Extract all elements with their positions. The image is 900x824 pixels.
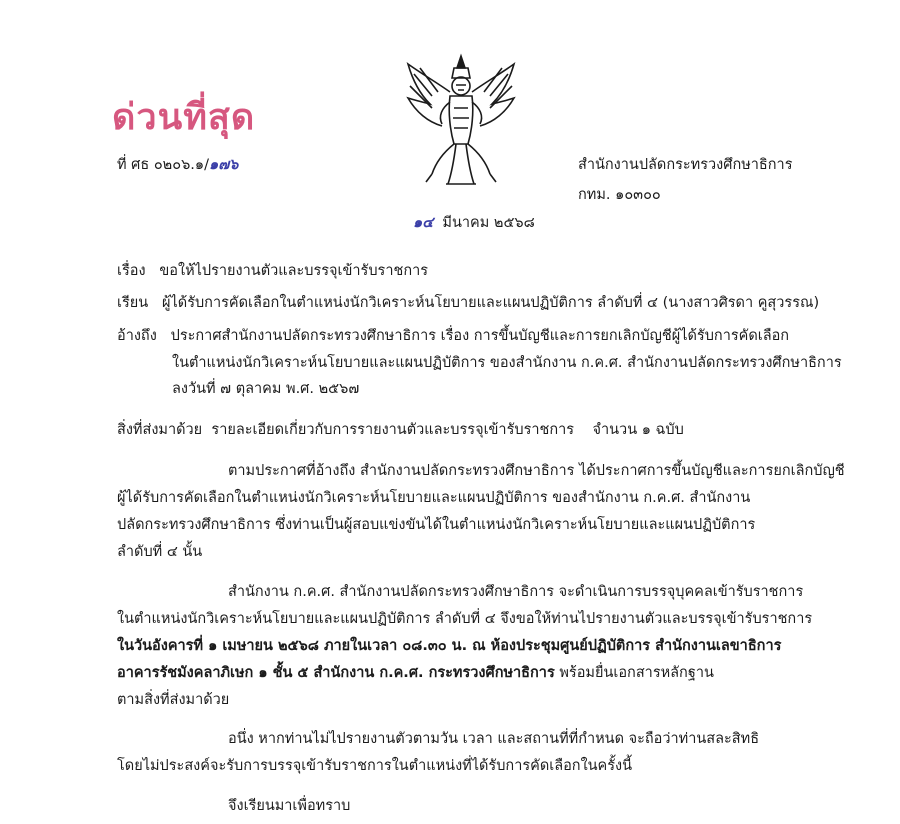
salutation-label: เรียน: [117, 295, 149, 311]
document-date: [413, 211, 535, 234]
paragraph-line: ลำดับที่ ๔ นั้น: [117, 544, 203, 560]
enclosure-label: สิ่งที่ส่งมาด้วย: [117, 422, 203, 438]
salutation-text: ผู้ได้รับการคัดเลือกในตำแหน่งนักวิเคราะห์นโยบายและแผนปฏิบัติการ ลำดับที่ ๔ (นางสาวศิรดา คูสุวรรณ): [161, 295, 820, 311]
paragraph-line: โดยไม่ประสงค์จะรับการบรรจุเข้ารับราชการในตำแหน่งที่ได้รับการคัดเลือกในครั้งนี้: [117, 758, 633, 774]
paragraph-line: ผู้ได้รับการคัดเลือกในตำแหน่งนักวิเคราะห์นโยบายและแผนปฏิบัติการ ของสำนักงาน ก.ค.ศ. สำนักงาน: [117, 490, 751, 506]
office-postal-line: กทม. ๑๐๓๐๐: [578, 187, 661, 203]
date-day-handwritten: ๑๔: [413, 215, 434, 231]
reference-text-line: ลงวันที่ ๗ ตุลาคม พ.ศ. ๒๕๖๗: [172, 381, 360, 397]
reference-number-handwritten: ๑๗๖: [209, 157, 239, 173]
appointment-location: อาคารรัชมังคลาภิเษก ๑ ชั้น ๕ สำนักงาน ก.ค.ศ. กระทรวงศึกษาธิการ: [117, 665, 555, 681]
closing-line: จึงเรียนมาเพื่อทราบ: [228, 798, 351, 814]
paragraph-line: สำนักงาน ก.ค.ศ. สำนักงานปลัดกระทรวงศึกษาธิการ จะดำเนินการบรรจุบุคคลเข้ารับราชการ: [228, 584, 804, 600]
paragraph-line: ในตำแหน่งนักวิเคราะห์นโยบายและแผนปฏิบัติการ ลำดับที่ ๔ จึงขอให้ท่านไปรายงานตัวและบรรจุเข้ารับราชการ: [117, 611, 813, 627]
reference-prefix: ที่ ศธ ๐๒๐๖.๑/: [117, 157, 209, 173]
paragraph-line: ตามประกาศที่อ้างถึง สำนักงานปลัดกระทรวงศึกษาธิการ ได้ประกาศการขึ้นบัญชีและการยกเลิกบัญชี: [228, 463, 845, 479]
paragraph-line: ปลัดกระทรวงศึกษาธิการ ซึ่งท่านเป็นผู้สอบแข่งขันได้ในตำแหน่งนักวิเคราะห์นโยบายและแผนปฏิบัติการ: [117, 517, 756, 533]
enclosure-quantity: จำนวน ๑ ฉบับ: [592, 422, 684, 438]
urgency-stamp: ด่วนที่สุด: [112, 97, 256, 138]
subject-label: เรื่อง: [117, 263, 146, 279]
document-reference-number: [117, 153, 238, 176]
subject-text: ขอให้ไปรายงานตัวและบรรจุเข้ารับราชการ: [159, 263, 429, 279]
salutation-line: [117, 291, 819, 314]
enclosure-text: รายละเอียดเกี่ยวกับการรายงานตัวและบรรจุเข้ารับราชการ: [211, 422, 575, 438]
appointment-details: ในวันอังคารที่ ๑ เมษายน ๒๕๖๘ ภายในเวลา ๐๘.๓๐ น. ณ ห้องประชุมศูนย์ปฏิบัติการ สำนักงานเลขาธิการ: [117, 638, 782, 654]
issuing-office: สำนักงานปลัดกระทรวงศึกษาธิการ: [578, 157, 793, 173]
paragraph-line: ตามสิ่งที่ส่งมาด้วย: [117, 692, 230, 708]
reference-label: อ้างถึง: [117, 328, 157, 344]
reference-text-line: ในตำแหน่งนักวิเคราะห์นโยบายและแผนปฏิบัติการ ของสำนักงาน ก.ค.ศ. สำนักงานปลัดกระทรวงศึกษาธิการ: [172, 355, 842, 371]
reference-line: [117, 324, 789, 347]
paragraph-line: [117, 661, 714, 684]
subject-line: [117, 259, 428, 282]
document-instruction: พร้อมยื่นเอกสารหลักฐาน: [554, 665, 714, 681]
paragraph-line: อนึ่ง หากท่านไม่ไปรายงานตัวตามวัน เวลา และสถานที่ที่กำหนด จะถือว่าท่านสละสิทธิ: [228, 731, 760, 747]
enclosure-line: [117, 418, 684, 441]
date-month-year: มีนาคม ๒๕๖๘: [442, 215, 535, 231]
garuda-emblem-icon: [402, 52, 520, 192]
reference-text-line: ประกาศสำนักงานปลัดกระทรวงศึกษาธิการ เรื่อง การขึ้นบัญชีและการยกเลิกบัญชีผู้ได้รับการคัดเลือก: [170, 328, 790, 344]
